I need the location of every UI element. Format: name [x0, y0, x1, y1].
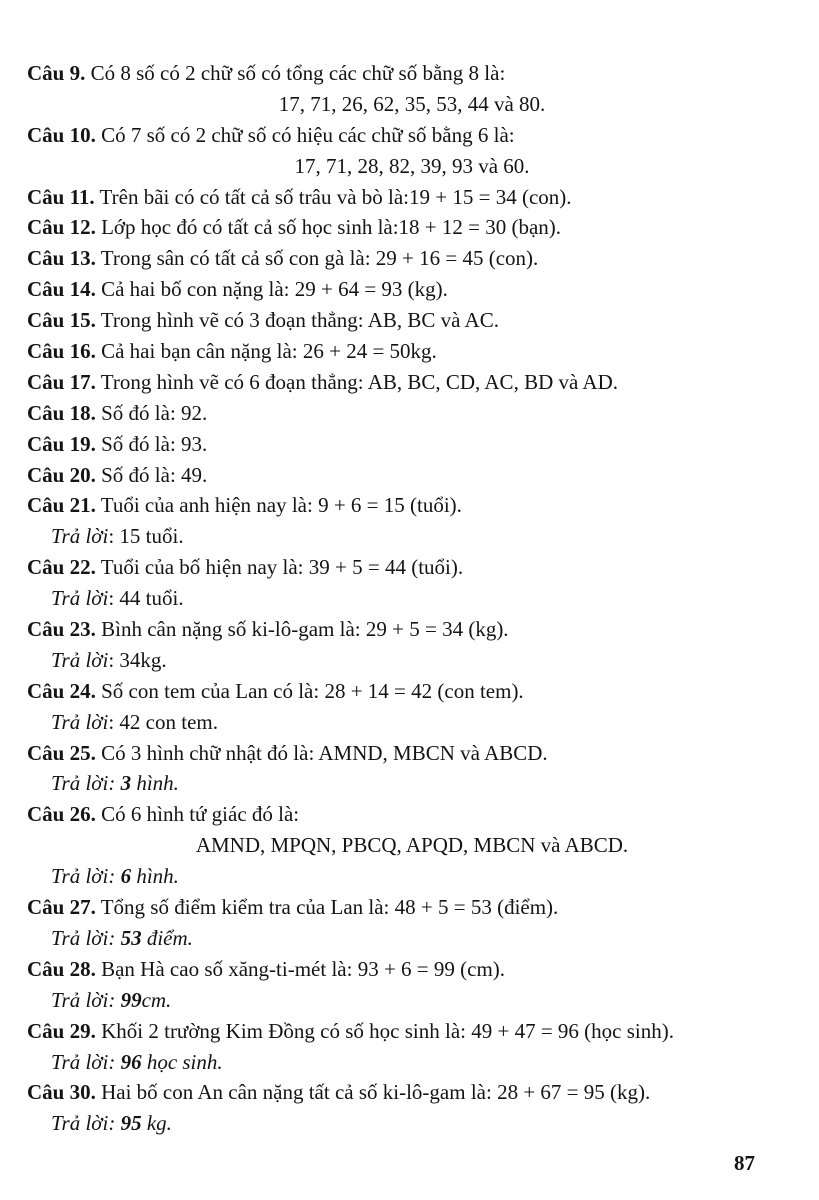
question-label: Câu 16. — [27, 339, 96, 364]
answer-line — [27, 1047, 797, 1078]
answer-label: Trả lời: — [51, 1111, 116, 1136]
answer-line — [27, 707, 797, 738]
question-label: Câu 10. — [27, 122, 96, 147]
question-text: Trong hình vẽ có 3 đoạn thẳng: AB, BC và AC. — [95, 308, 499, 333]
answer-line — [27, 861, 797, 892]
answer-value: 95 — [120, 1111, 142, 1136]
answer-value: 44 tuổi. — [119, 586, 184, 611]
question-line — [27, 182, 797, 213]
question-line — [27, 490, 797, 521]
answer-unit: hình. — [131, 864, 179, 889]
question-text: Cả hai bạn cân nặng là: 26 + 24 = 50kg. — [95, 339, 437, 364]
question-line — [27, 614, 797, 645]
question-label: Câu 18. — [27, 400, 96, 425]
question-line — [27, 676, 797, 707]
question-label: Câu 19. — [27, 431, 96, 456]
question-label: Câu 21. — [27, 493, 96, 518]
answer-line — [27, 583, 797, 614]
answer-label: Trả lời — [51, 709, 109, 734]
answer-value: 99 — [120, 987, 142, 1012]
question-line — [27, 274, 797, 305]
answer-line — [27, 1108, 797, 1139]
question-text: Bạn Hà cao số xăng-ti-mét là: 93 + 6 = 99 (cm). — [95, 956, 506, 981]
answer-unit: cm. — [141, 987, 172, 1012]
answer-line — [27, 768, 797, 799]
answer-unit: học sinh. — [141, 1049, 223, 1074]
answer-value: 15 tuổi. — [119, 524, 184, 549]
question-label: Câu 20. — [27, 462, 96, 487]
answer-label: Trả lời — [51, 524, 109, 549]
answer-label: Trả lời — [51, 586, 109, 611]
question-line — [27, 336, 797, 367]
question-label: Câu 30. — [27, 1080, 96, 1105]
question-text: Số đó là: 92. — [95, 400, 208, 425]
centered-line: 17, 71, 28, 82, 39, 93 và 60. — [294, 153, 530, 178]
answer-label: Trả lời: — [51, 1049, 116, 1074]
question-text: Trong hình vẽ có 6 đoạn thẳng: AB, BC, CD, AC, BD và AD. — [95, 369, 618, 394]
answer-unit: điểm. — [141, 925, 193, 950]
question-label: Câu 26. — [27, 802, 96, 827]
answer-line — [27, 985, 797, 1016]
question-label: Câu 13. — [27, 246, 96, 271]
answer-separator: : — [108, 709, 120, 734]
question-text: Tổng số điểm kiểm tra của Lan là: 48 + 5 = 53 (điểm). — [95, 895, 559, 920]
question-line — [27, 212, 797, 243]
question-line — [27, 954, 797, 985]
answer-value: 96 — [120, 1049, 142, 1074]
question-label: Câu 15. — [27, 308, 96, 333]
question-text: Tuổi của anh hiện nay là: 9 + 6 = 15 (tuổi). — [95, 493, 462, 518]
page-number: 87 — [734, 1151, 755, 1175]
question-line — [27, 305, 797, 336]
centered-line: 17, 71, 26, 62, 35, 53, 44 và 80. — [278, 91, 546, 116]
answer-label: Trả lời: — [51, 925, 116, 950]
question-line — [27, 892, 797, 923]
answer-value: 6 — [120, 864, 132, 889]
question-label: Câu 29. — [27, 1018, 96, 1043]
question-label: Câu 28. — [27, 956, 96, 981]
question-line — [27, 120, 797, 151]
answer-label: Trả lời: — [51, 771, 116, 796]
question-text: Lớp học đó có tất cả số học sinh là:18 + 12 = 30 (bạn). — [95, 215, 562, 240]
answer-value: 34kg. — [119, 647, 167, 672]
question-label: Câu 9. — [27, 61, 86, 85]
answer-separator: : — [108, 524, 120, 549]
question-text: Số con tem của Lan có là: 28 + 14 = 42 (con tem). — [95, 678, 524, 703]
question-line — [27, 738, 797, 769]
question-text: Số đó là: 93. — [95, 431, 208, 456]
question-line — [27, 552, 797, 583]
question-text: Bình cân nặng số ki-lô-gam là: 29 + 5 = 34 (kg). — [95, 617, 509, 642]
answer-value: 3 — [120, 771, 132, 796]
question-text: Số đó là: 49. — [95, 462, 208, 487]
question-line — [27, 367, 797, 398]
question-text: Có 7 số có 2 chữ số có hiệu các chữ số bằng 6 là: — [95, 122, 515, 147]
answer-label: Trả lời: — [51, 987, 116, 1012]
question-line — [27, 398, 797, 429]
answer-line — [27, 521, 797, 552]
question-line — [27, 58, 797, 89]
question-text: Trong sân có tất cả số con gà là: 29 + 16 = 45 (con). — [95, 246, 539, 271]
answer-value: 53 — [120, 925, 142, 950]
question-text: Trên bãi có có tất cả số trâu và bò là:19 + 15 = 34 (con). — [94, 184, 572, 209]
question-text: Tuổi của bố hiện nay là: 39 + 5 = 44 (tuổi). — [95, 555, 464, 580]
question-label: Câu 23. — [27, 617, 96, 642]
answer-separator: : — [108, 647, 120, 672]
question-line — [27, 460, 797, 491]
question-text: Khối 2 trường Kim Đồng có số học sinh là: 49 + 47 = 96 (học sinh). — [95, 1018, 674, 1043]
answer-unit: kg. — [141, 1111, 172, 1136]
question-label: Câu 12. — [27, 215, 96, 240]
question-label: Câu 25. — [27, 740, 96, 765]
answer-line — [27, 645, 797, 676]
question-line — [27, 1016, 797, 1047]
question-text: Có 8 số có 2 chữ số có tổng các chữ số bằng 8 là: — [85, 61, 506, 85]
question-label: Câu 27. — [27, 895, 96, 920]
answer-list — [27, 58, 797, 1139]
question-text: Có 6 hình tứ giác đó là: — [95, 802, 300, 827]
question-text: Cả hai bố con nặng là: 29 + 64 = 93 (kg). — [95, 277, 448, 302]
question-line — [27, 799, 797, 830]
question-text: Hai bố con An cân nặng tất cả số ki-lô-gam là: 28 + 67 = 95 (kg). — [95, 1080, 651, 1105]
answer-label: Trả lời: — [51, 864, 116, 889]
question-label: Câu 17. — [27, 369, 96, 394]
question-text: Có 3 hình chữ nhật đó là: AMND, MBCN và ABCD. — [95, 740, 548, 765]
question-label: Câu 22. — [27, 555, 96, 580]
answer-value: 42 con tem. — [119, 709, 218, 734]
answer-line — [27, 923, 797, 954]
question-line — [27, 1077, 797, 1108]
answer-label: Trả lời — [51, 647, 109, 672]
centered-line: AMND, MPQN, PBCQ, APQD, MBCN và ABCD. — [195, 833, 629, 858]
answer-unit: hình. — [131, 771, 179, 796]
question-line — [27, 243, 797, 274]
question-line — [27, 429, 797, 460]
question-label: Câu 14. — [27, 277, 96, 302]
answer-separator: : — [108, 586, 120, 611]
question-label: Câu 24. — [27, 678, 96, 703]
question-label: Câu 11. — [27, 184, 95, 209]
